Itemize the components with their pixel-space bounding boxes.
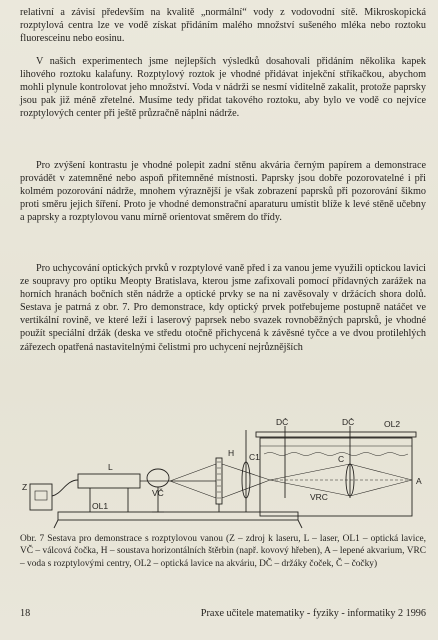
label-vc: VČ [152, 488, 164, 498]
paragraph-text: Pro zvýšení kontrastu je vhodné polepit zadní stěnu akvária černým papírem a demonstrace provádět v zatemněné nebo aspoň přitemněné místnosti. Paprsky jsou dobře pozorovatelné i při kolmém pozorování nádrže, mnohem výraznější je však zobrazení paprsků při pozorování šikmo proti směru jejich šíření. Proto je vhodné demonstrační aparaturu umístit blíže k levé stěně učebny a paprsky a rozptylovou vanu mírně orientovat směrem do třídy. [20, 160, 426, 224]
label-a: A [416, 476, 422, 486]
aquarium-shape [260, 438, 412, 516]
paragraph-2 [20, 55, 426, 120]
cylindrical-lens-shape [147, 469, 169, 487]
label-ol1: OL1 [92, 501, 109, 511]
apparatus-diagram [20, 418, 426, 530]
label-l: L [108, 462, 113, 472]
journal-title: Praxe učitele matematiky - fyziky - informatiky 2 1996 [200, 608, 426, 619]
apparatus-figure [20, 418, 426, 530]
label-ol2: OL2 [384, 419, 401, 429]
paragraph-text: Pro uchycování optických prvků v rozptylové vaně před i za vanou jeme využili optickou lavici ze soupravy pro optiku Meopty Bratislava, kterou jsme zafixovali pomocí přídavných zarážek na horních hranách bočních stěn nádrže a optické prvky se na ni zavěsovaly v držácích shora dolů. Sestava je patrná z obr. 7. Pro demonstrace, kdy optický prvek potřebujeme postupně natáčet ve vertikální rovině, ve které leží i laserový paprsek nebo svazek rovnoběžných paprsků, je vhodné použít speciální držák (deska ve středu otočně přichycená k závěsné tyčce a ve dvou protilehlých zářezech opatřená nastavitelnými čelistmi pro uchycení nejrůznějších [20, 263, 426, 353]
paragraph-4 [20, 262, 426, 354]
label-h: H [228, 448, 235, 458]
label-vrc: VRC [310, 492, 328, 502]
figure-caption: Obr. 7 Sestava pro demonstrace s rozptylovou vanou (Z – zdroj k laseru, L – laser, OL1 – optická lavice, VČ – válcová čočka, H – soustava horizontálních štěrbin (např. kovový hřeben), A – lepené akvarium, VRC – voda s rozptylovými centry, OL2 – optická lavice na akváriu, DČ – držáky čoček, Č – čočky) [20, 534, 426, 569]
label-c1: C1 [249, 452, 260, 462]
optical-bench-2-shape [256, 432, 416, 437]
paragraph-text: relativní a závisí především na kvalitě „normální“ vody z vodovodní sítě. Mikroskopická rozptylová centra lze ve vodě získat přidáním malého množství sušeného mléka nebo roztoku fluoresceinu nebo eosinu. [20, 7, 426, 45]
page-footer [20, 608, 426, 619]
power-supply-shape [30, 484, 52, 510]
label-c2: C [338, 454, 345, 464]
paragraph-3 [20, 159, 426, 224]
label-z: Z [22, 482, 28, 492]
paragraph-text: V našich experimentech jsme nejlepších výsledků dosahovali přidáním několika kapek lihového roztoku kalafuny. Rozptylový roztok je vhodné přidávat injekční stříkačkou, abychom mohli plynule kontrolovat jeho množství. Voda v nádrži se nesmí viditelně zakalit, protože paprsky jsou pak již méně zřetelné. Musíme tedy přidat takového roztoku, aby bylo ve vodě co nejvíce rozptylových center při ještě průzračně náplni nádrže. [20, 56, 426, 120]
paragraph-1 [20, 6, 426, 45]
label-dc2: DČ [342, 418, 355, 427]
slits-shape [216, 458, 222, 504]
label-dc1: DČ [276, 418, 289, 427]
page-number: 18 [20, 608, 31, 619]
laser-shape [78, 474, 140, 488]
